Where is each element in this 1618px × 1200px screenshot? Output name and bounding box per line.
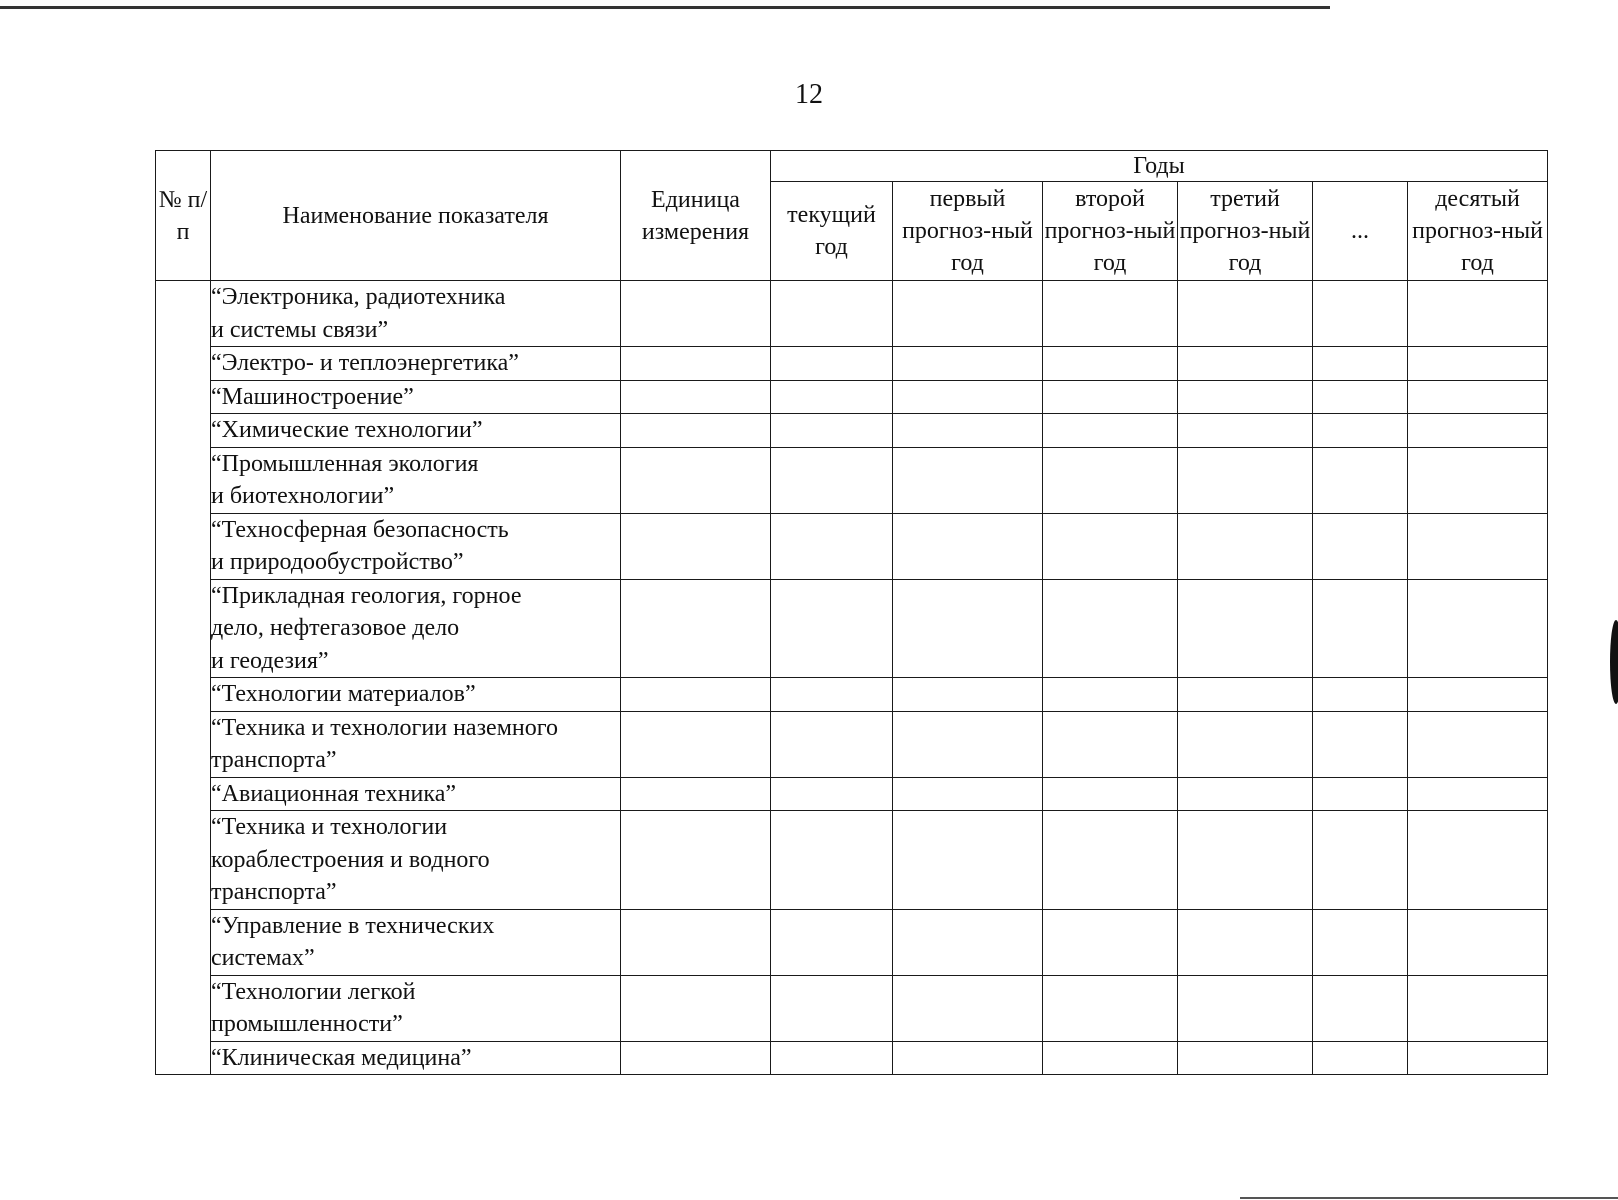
header-row-number-text: № п/п <box>158 186 208 245</box>
second-year-cell <box>1043 678 1178 712</box>
indicator-name-cell <box>211 579 621 678</box>
ellipsis-year-cell <box>1313 380 1408 414</box>
first-year-cell <box>893 414 1043 448</box>
ellipsis-year-cell <box>1313 678 1408 712</box>
header-years-text: Годы <box>1133 153 1185 179</box>
indicator-name-cell <box>211 347 621 381</box>
second-year-cell <box>1043 513 1178 579</box>
unit-cell <box>621 347 771 381</box>
current-year-cell <box>771 777 893 811</box>
third-year-cell <box>1178 579 1313 678</box>
first-year-cell <box>893 380 1043 414</box>
current-year-cell <box>771 281 893 347</box>
second-year-cell <box>1043 711 1178 777</box>
second-year-cell <box>1043 1041 1178 1075</box>
second-year-cell <box>1043 347 1178 381</box>
first-year-cell <box>893 579 1043 678</box>
first-year-cell <box>893 678 1043 712</box>
current-year-cell <box>771 579 893 678</box>
second-year-cell <box>1043 811 1178 910</box>
third-year-cell <box>1178 975 1313 1041</box>
indicator-name: “Прикладная геология, горное дело, нефтегазовое дело и геодезия” <box>211 582 522 674</box>
current-year-cell <box>771 678 893 712</box>
table-row <box>156 281 1548 347</box>
header-year-third <box>1178 182 1313 281</box>
indicator-name: “Машиностроение” <box>211 383 414 410</box>
header-year-first-text: первый прогноз-ный год <box>902 186 1033 276</box>
indicator-name: “Управление в технических системах” <box>211 912 495 971</box>
indicator-name: “Техника и технологии кораблестроения и водного транспорта” <box>211 814 490 905</box>
unit-cell <box>621 975 771 1041</box>
ellipsis-year-cell <box>1313 447 1408 513</box>
indicator-name: “Техносферная безопасность и природообустройство” <box>211 516 509 575</box>
ellipsis-year-cell <box>1313 281 1408 347</box>
unit-cell <box>621 1041 771 1075</box>
third-year-cell <box>1178 811 1313 910</box>
current-year-cell <box>771 414 893 448</box>
tenth-year-cell <box>1408 975 1548 1041</box>
unit-cell <box>621 909 771 975</box>
third-year-cell <box>1178 281 1313 347</box>
indicator-name: “Электроника, радиотехника и системы связи” <box>211 284 506 343</box>
table-row <box>156 579 1548 678</box>
indicator-name: “Техника и технологии наземного транспорта” <box>211 714 558 773</box>
indicator-name: “Химические технологии” <box>211 417 483 443</box>
header-year-ellipsis-text: ... <box>1351 218 1369 244</box>
indicator-name-cell <box>211 380 621 414</box>
ellipsis-year-cell <box>1313 909 1408 975</box>
row-number-cell <box>156 281 211 1075</box>
current-year-cell <box>771 1041 893 1075</box>
second-year-cell <box>1043 281 1178 347</box>
unit-cell <box>621 380 771 414</box>
ellipsis-year-cell <box>1313 975 1408 1041</box>
current-year-cell <box>771 711 893 777</box>
table-row <box>156 909 1548 975</box>
ellipsis-year-cell <box>1313 711 1408 777</box>
header-unit <box>621 151 771 281</box>
tenth-year-cell <box>1408 678 1548 712</box>
unit-cell <box>621 447 771 513</box>
tenth-year-cell <box>1408 579 1548 678</box>
tenth-year-cell <box>1408 447 1548 513</box>
ellipsis-year-cell <box>1313 777 1408 811</box>
unit-cell <box>621 811 771 910</box>
second-year-cell <box>1043 380 1178 414</box>
indicator-name-cell <box>211 678 621 712</box>
indicator-name-cell <box>211 414 621 448</box>
second-year-cell <box>1043 447 1178 513</box>
indicator-name-cell <box>211 777 621 811</box>
scan-hole-punch-mark <box>1610 620 1618 704</box>
first-year-cell <box>893 975 1043 1041</box>
unit-cell <box>621 414 771 448</box>
indicator-name-cell <box>211 513 621 579</box>
first-year-cell <box>893 447 1043 513</box>
indicator-name: “Технологии материалов” <box>211 681 476 707</box>
unit-cell <box>621 678 771 712</box>
current-year-cell <box>771 909 893 975</box>
unit-cell <box>621 513 771 579</box>
header-years <box>771 151 1548 182</box>
unit-cell <box>621 579 771 678</box>
unit-cell <box>621 711 771 777</box>
scan-edge-line-top <box>0 6 1330 9</box>
tenth-year-cell <box>1408 777 1548 811</box>
first-year-cell <box>893 347 1043 381</box>
ellipsis-year-cell <box>1313 347 1408 381</box>
header-year-current-text: текущий год <box>787 202 876 260</box>
first-year-cell <box>893 513 1043 579</box>
table-row <box>156 975 1548 1041</box>
header-year-first <box>893 182 1043 281</box>
table-row <box>156 811 1548 910</box>
indicator-name-cell <box>211 1041 621 1075</box>
second-year-cell <box>1043 975 1178 1041</box>
third-year-cell <box>1178 1041 1313 1075</box>
current-year-cell <box>771 513 893 579</box>
tenth-year-cell <box>1408 347 1548 381</box>
header-indicator-name <box>211 151 621 281</box>
third-year-cell <box>1178 678 1313 712</box>
header-year-third-text: третий прогноз-ный год <box>1179 186 1311 276</box>
tenth-year-cell <box>1408 909 1548 975</box>
indicator-name-cell <box>211 447 621 513</box>
second-year-cell <box>1043 909 1178 975</box>
current-year-cell <box>771 447 893 513</box>
table-row <box>156 1041 1548 1075</box>
first-year-cell <box>893 909 1043 975</box>
page-number: 12 <box>795 79 823 110</box>
ellipsis-year-cell <box>1313 579 1408 678</box>
third-year-cell <box>1178 711 1313 777</box>
current-year-cell <box>771 975 893 1041</box>
second-year-cell <box>1043 777 1178 811</box>
indicator-name: “Клиническая медицина” <box>211 1044 472 1071</box>
header-indicator-name-text: Наименование показателя <box>282 202 549 229</box>
header-year-tenth-text: десятый прогноз-ный год <box>1412 186 1543 276</box>
unit-cell <box>621 777 771 811</box>
current-year-cell <box>771 811 893 910</box>
third-year-cell <box>1178 447 1313 513</box>
indicator-name-cell <box>211 811 621 910</box>
indicator-name: “Авиационная техника” <box>211 780 456 807</box>
table-row <box>156 414 1548 448</box>
current-year-cell <box>771 380 893 414</box>
first-year-cell <box>893 711 1043 777</box>
ellipsis-year-cell <box>1313 513 1408 579</box>
current-year-cell <box>771 347 893 381</box>
first-year-cell <box>893 1041 1043 1075</box>
tenth-year-cell <box>1408 811 1548 910</box>
third-year-cell <box>1178 380 1313 414</box>
third-year-cell <box>1178 777 1313 811</box>
indicator-name-cell <box>211 975 621 1041</box>
tenth-year-cell <box>1408 1041 1548 1075</box>
indicator-name-cell <box>211 281 621 347</box>
tenth-year-cell <box>1408 414 1548 448</box>
indicator-name: “Электро- и теплоэнергетика” <box>211 350 519 376</box>
ellipsis-year-cell <box>1313 811 1408 910</box>
indicator-name: “Промышленная экология и биотехнологии” <box>211 450 479 509</box>
second-year-cell <box>1043 579 1178 678</box>
table-row <box>156 380 1548 414</box>
header-year-ellipsis <box>1313 182 1408 281</box>
header-unit-text: Единица измерения <box>641 186 750 245</box>
indicator-name-cell <box>211 909 621 975</box>
first-year-cell <box>893 811 1043 910</box>
table-body <box>156 281 1548 1075</box>
header-year-second <box>1043 182 1178 281</box>
ellipsis-year-cell <box>1313 414 1408 448</box>
scan-edge-line-bottom <box>1240 1197 1618 1199</box>
table-row <box>156 711 1548 777</box>
third-year-cell <box>1178 909 1313 975</box>
third-year-cell <box>1178 513 1313 579</box>
header-row-number <box>156 151 211 281</box>
tenth-year-cell <box>1408 380 1548 414</box>
third-year-cell <box>1178 347 1313 381</box>
indicator-name-cell <box>211 711 621 777</box>
third-year-cell <box>1178 414 1313 448</box>
table-row <box>156 347 1548 381</box>
header-year-current <box>771 182 893 281</box>
indicators-table <box>155 150 1548 1075</box>
indicator-name: “Технологии легкой промышленности” <box>211 978 416 1037</box>
tenth-year-cell <box>1408 711 1548 777</box>
unit-cell <box>621 281 771 347</box>
header-year-second-text: второй прогноз-ный год <box>1044 186 1176 276</box>
table-row <box>156 777 1548 811</box>
table-row <box>156 447 1548 513</box>
ellipsis-year-cell <box>1313 1041 1408 1075</box>
table-row <box>156 678 1548 712</box>
first-year-cell <box>893 777 1043 811</box>
table-row <box>156 513 1548 579</box>
tenth-year-cell <box>1408 513 1548 579</box>
tenth-year-cell <box>1408 281 1548 347</box>
second-year-cell <box>1043 414 1178 448</box>
header-year-tenth <box>1408 182 1548 281</box>
first-year-cell <box>893 281 1043 347</box>
